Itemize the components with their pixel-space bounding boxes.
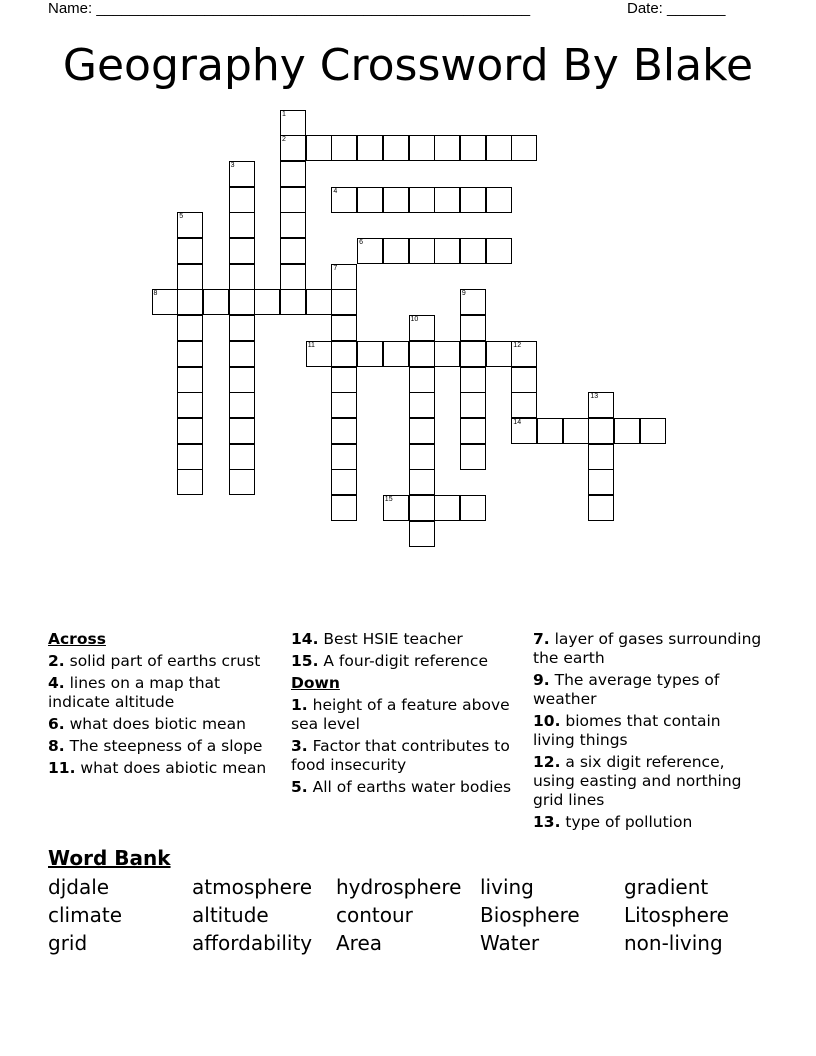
- crossword-cell[interactable]: [434, 187, 460, 213]
- date-field-label[interactable]: Date: _______: [627, 0, 726, 17]
- crossword-cell[interactable]: [511, 367, 537, 393]
- word-bank-item: djdale: [48, 875, 110, 899]
- crossword-cell[interactable]: [229, 161, 255, 187]
- crossword-cell[interactable]: [280, 110, 306, 136]
- clue-number: 2: [282, 136, 286, 144]
- crossword-cell[interactable]: [331, 495, 357, 521]
- crossword-cell[interactable]: [460, 135, 486, 161]
- word-bank-item: affordability: [192, 931, 313, 955]
- crossword-cell[interactable]: [511, 135, 537, 161]
- crossword-cell[interactable]: [409, 135, 435, 161]
- crossword-cell[interactable]: [460, 367, 486, 393]
- crossword-cell[interactable]: [229, 367, 255, 393]
- down-heading: Down: [291, 674, 340, 692]
- crossword-cell[interactable]: [563, 418, 589, 444]
- crossword-cell[interactable]: [409, 367, 435, 393]
- word-bank-item: Water: [480, 931, 540, 955]
- crossword-cell[interactable]: [486, 135, 512, 161]
- crossword-cell[interactable]: [177, 264, 203, 290]
- crossword-cell[interactable]: [460, 444, 486, 470]
- clue-number: 5: [179, 213, 184, 221]
- crossword-cell[interactable]: [280, 289, 306, 315]
- crossword-cell[interactable]: [409, 495, 435, 521]
- crossword-cell[interactable]: [280, 187, 306, 213]
- crossword-cell[interactable]: [306, 341, 332, 367]
- crossword-cell[interactable]: [280, 264, 306, 290]
- clue-column-2: [291, 630, 523, 800]
- crossword-cell[interactable]: [383, 135, 409, 161]
- crossword-cell[interactable]: [203, 289, 229, 315]
- crossword-cell[interactable]: [409, 469, 435, 495]
- crossword-cell[interactable]: [177, 367, 203, 393]
- word-bank-item: atmosphere: [192, 875, 312, 899]
- crossword-cell[interactable]: [177, 289, 203, 315]
- crossword-cell[interactable]: [177, 315, 203, 341]
- crossword-cell[interactable]: [331, 367, 357, 393]
- crossword-cell[interactable]: [280, 161, 306, 187]
- crossword-cell[interactable]: [177, 444, 203, 470]
- clue-down-9: 9. The average types of weather: [533, 671, 720, 708]
- crossword-cell[interactable]: [409, 238, 435, 264]
- crossword-cell[interactable]: [229, 418, 255, 444]
- crossword-cell[interactable]: [331, 187, 357, 213]
- clue-across-8: 8. The steepness of a slope: [48, 737, 263, 755]
- crossword-cell[interactable]: [357, 341, 383, 367]
- crossword-cell[interactable]: [409, 521, 435, 547]
- clue-column-3: [533, 630, 765, 835]
- crossword-cell[interactable]: [537, 418, 563, 444]
- crossword-cell[interactable]: [280, 135, 306, 161]
- crossword-cell[interactable]: [460, 418, 486, 444]
- crossword-cell[interactable]: [177, 341, 203, 367]
- crossword-cell[interactable]: [409, 418, 435, 444]
- clue-across-14: 14. Best HSIE teacher: [291, 630, 463, 648]
- crossword-cell[interactable]: [409, 315, 435, 341]
- clue-across-4: 4. lines on a map that indicate altitude: [48, 674, 221, 711]
- crossword-cell[interactable]: [331, 289, 357, 315]
- word-bank-item: contour: [336, 903, 413, 927]
- crossword-cell[interactable]: [177, 469, 203, 495]
- crossword-cell[interactable]: [434, 341, 460, 367]
- crossword-cell[interactable]: [357, 187, 383, 213]
- word-bank-item: altitude: [192, 903, 269, 927]
- crossword-cell[interactable]: [177, 212, 203, 238]
- clue-number: 11: [307, 341, 315, 349]
- crossword-cell[interactable]: [331, 341, 357, 367]
- word-bank-title: Word Bank: [48, 846, 171, 870]
- crossword-cell[interactable]: [357, 238, 383, 264]
- crossword-cell[interactable]: [434, 495, 460, 521]
- name-field-label[interactable]: Name: ____________________________________________________: [48, 0, 531, 17]
- crossword-cell[interactable]: [280, 238, 306, 264]
- word-bank-item: non-living: [624, 931, 723, 955]
- crossword-cell[interactable]: [229, 212, 255, 238]
- clue-number: 7: [333, 264, 338, 272]
- crossword-cell[interactable]: [331, 418, 357, 444]
- page-title: Geography Crossword By Blake: [62, 40, 754, 91]
- word-bank-item: living: [480, 875, 534, 899]
- crossword-cell[interactable]: [306, 289, 332, 315]
- crossword-cell[interactable]: [409, 187, 435, 213]
- clue-down-3: 3. Factor that contributes to food insecurity: [291, 737, 510, 774]
- crossword-cell[interactable]: [331, 392, 357, 418]
- crossword-cell[interactable]: [434, 135, 460, 161]
- crossword-cell[interactable]: [588, 469, 614, 495]
- crossword-cell[interactable]: [229, 392, 255, 418]
- clue-column-1: [48, 630, 280, 781]
- crossword-cell[interactable]: [229, 341, 255, 367]
- crossword-cell[interactable]: [229, 187, 255, 213]
- clue-down-12: 12. a six digit reference, using easting and northing grid lines: [533, 753, 742, 809]
- clue-number: 14: [513, 418, 522, 426]
- word-bank-item: Litosphere: [624, 903, 729, 927]
- crossword-cell[interactable]: [640, 418, 666, 444]
- crossword-cell[interactable]: [486, 341, 512, 367]
- crossword-cell[interactable]: [588, 444, 614, 470]
- crossword-cell[interactable]: [331, 315, 357, 341]
- crossword-cell[interactable]: [177, 238, 203, 264]
- crossword-cell[interactable]: [511, 418, 537, 444]
- clue-number: 12: [513, 341, 522, 349]
- crossword-cell[interactable]: [331, 444, 357, 470]
- crossword-cell[interactable]: [588, 418, 614, 444]
- crossword-cell[interactable]: [229, 289, 255, 315]
- crossword-cell[interactable]: [229, 264, 255, 290]
- crossword-cell[interactable]: [280, 212, 306, 238]
- crossword-cell[interactable]: [614, 418, 640, 444]
- clue-number: 4: [333, 187, 338, 195]
- across-heading: Across: [48, 630, 106, 648]
- crossword-cell[interactable]: [177, 392, 203, 418]
- crossword-cell[interactable]: [409, 341, 435, 367]
- word-bank-item: Biosphere: [480, 903, 580, 927]
- clue-down-10: 10. biomes that contain living things: [533, 712, 721, 749]
- clue-down-5: 5. All of earths water bodies: [291, 778, 512, 796]
- crossword-cell[interactable]: [383, 495, 409, 521]
- crossword-cell[interactable]: [357, 135, 383, 161]
- crossword-cell[interactable]: [254, 289, 280, 315]
- crossword-cell[interactable]: [486, 238, 512, 264]
- word-bank-item: Area: [336, 931, 383, 955]
- crossword-cell[interactable]: [383, 187, 409, 213]
- clue-down-7: 7. layer of gases surrounding the earth: [533, 630, 762, 667]
- clue-number: 1: [282, 110, 286, 118]
- clue-down-1: 1. height of a feature above sea level: [291, 696, 510, 733]
- crossword-cell[interactable]: [383, 341, 409, 367]
- clue-number: 3: [230, 161, 235, 169]
- word-bank-item: climate: [48, 903, 122, 927]
- clue-across-6: 6. what does biotic mean: [48, 715, 246, 733]
- crossword-cell[interactable]: [331, 264, 357, 290]
- crossword-cell[interactable]: [511, 392, 537, 418]
- clue-number: 13: [590, 393, 599, 401]
- clue-number: 10: [410, 316, 419, 324]
- crossword-cell[interactable]: [460, 238, 486, 264]
- crossword-cell[interactable]: [460, 392, 486, 418]
- word-bank-item: gradient: [624, 875, 709, 899]
- crossword-cell[interactable]: [486, 187, 512, 213]
- word-bank-item: grid: [48, 931, 88, 955]
- crossword-cell[interactable]: [229, 238, 255, 264]
- crossword-cell[interactable]: [306, 135, 332, 161]
- crossword-cell[interactable]: [460, 315, 486, 341]
- crossword-cell[interactable]: [331, 469, 357, 495]
- clue-across-2: 2. solid part of earths crust: [48, 652, 261, 670]
- crossword-cell[interactable]: [460, 495, 486, 521]
- word-bank-item: hydrosphere: [336, 875, 462, 899]
- clue-across-15: 15. A four-digit reference: [291, 652, 488, 670]
- crossword-cell[interactable]: [409, 392, 435, 418]
- clue-number: 15: [384, 496, 393, 503]
- crossword-cell[interactable]: [511, 341, 537, 367]
- clue-number: 9: [461, 290, 466, 298]
- crossword-cell[interactable]: [460, 187, 486, 213]
- crossword-cell[interactable]: [152, 289, 178, 315]
- crossword-cell[interactable]: [409, 444, 435, 470]
- clue-across-11: 11. what does abiotic mean: [48, 759, 267, 777]
- clue-number: 6: [359, 239, 363, 246]
- crossword-cell[interactable]: [229, 469, 255, 495]
- crossword-cell[interactable]: [229, 315, 255, 341]
- clue-number: 8: [153, 290, 158, 298]
- crossword-cell[interactable]: [588, 392, 614, 418]
- crossword-cell[interactable]: [460, 289, 486, 315]
- crossword-cell[interactable]: [177, 418, 203, 444]
- clue-down-13: 13. type of pollution: [533, 813, 693, 831]
- crossword-cell[interactable]: [460, 341, 486, 367]
- crossword-cell[interactable]: [588, 495, 614, 521]
- crossword-cell[interactable]: [229, 444, 255, 470]
- crossword-cell[interactable]: [331, 135, 357, 161]
- crossword-cell[interactable]: [383, 238, 409, 264]
- crossword-cell[interactable]: [434, 238, 460, 264]
